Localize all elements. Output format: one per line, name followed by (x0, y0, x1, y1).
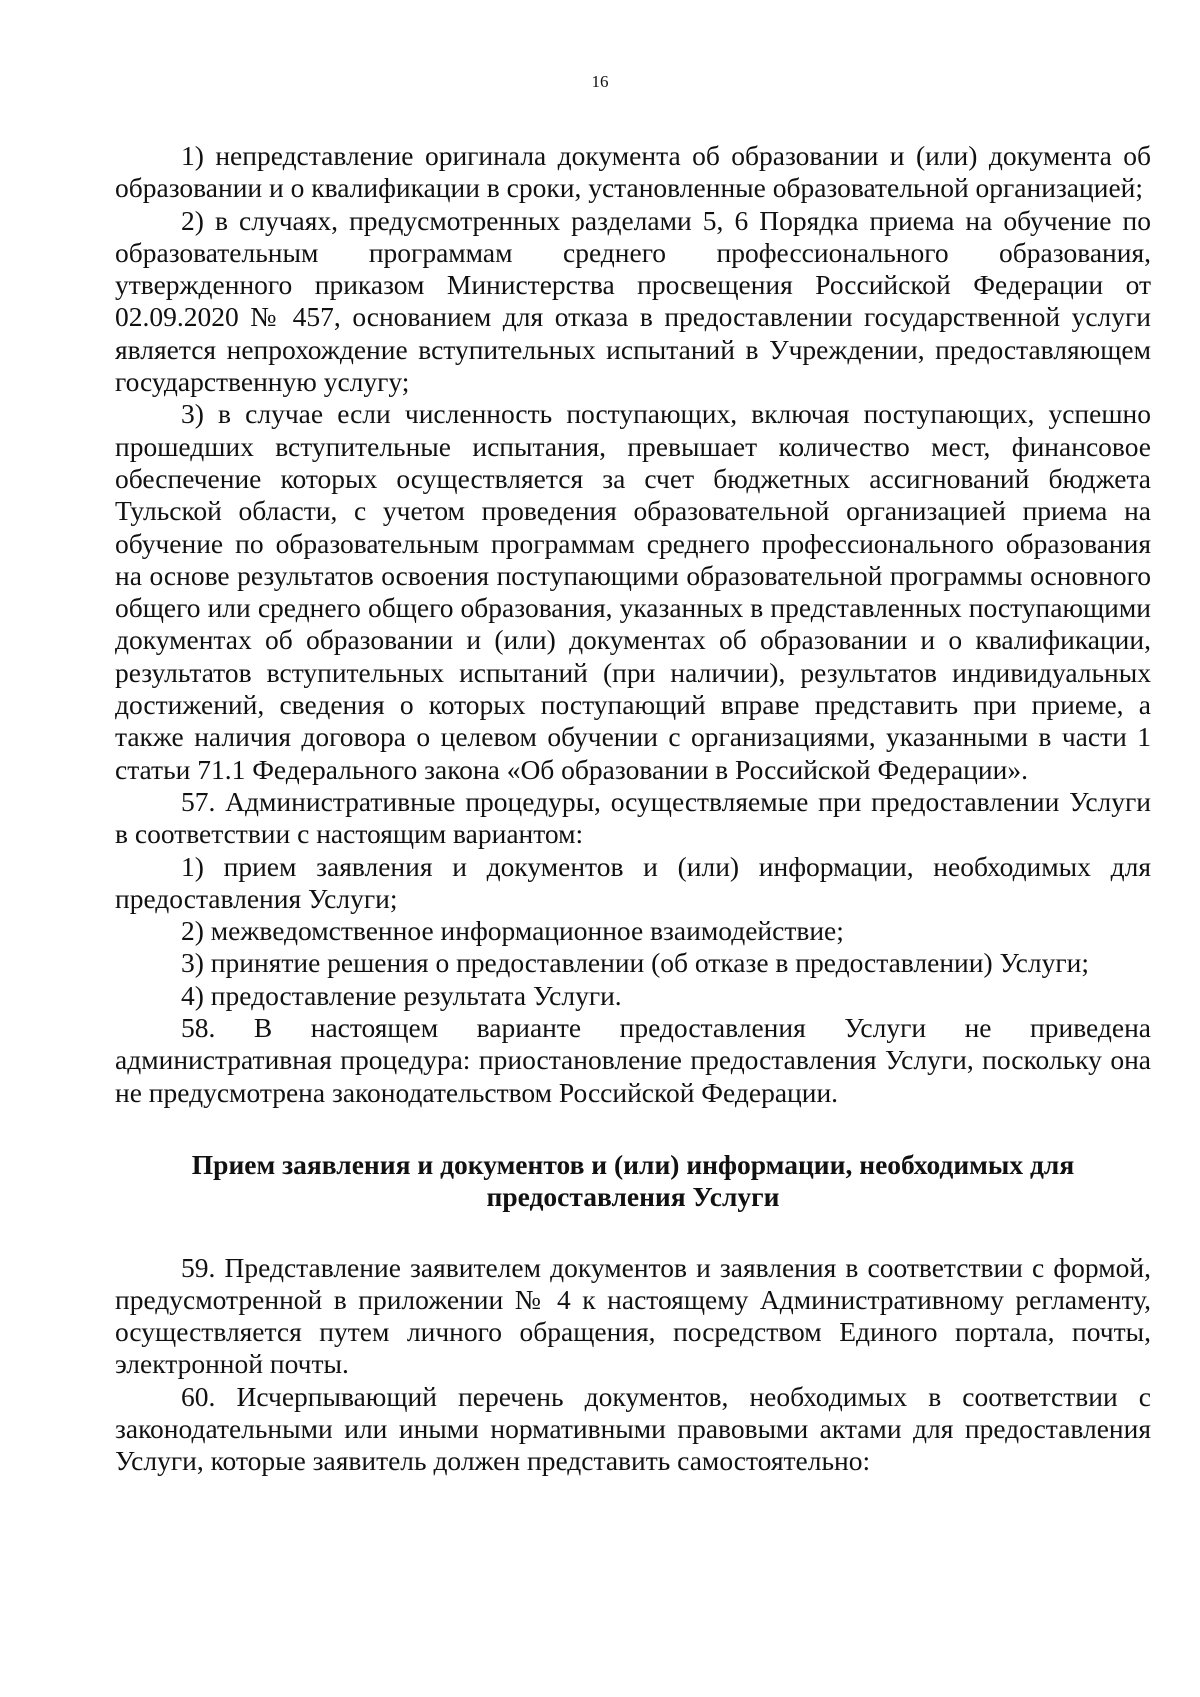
paragraph-57: 57. Административные процедуры, осуществляемые при предоставлении Услуги в соответствии с настоящим вариантом: (115, 785, 1151, 850)
paragraph-57-item-4: 4) предоставление результата Услуги. (181, 979, 622, 1011)
paragraph-refusal-reason-2: 2) в случаях, предусмотренных разделами 5, 6 Порядка приема на обучение по образовательным программам среднего профессионального образования, утвержденного приказом Министерства просвещения Российской Федерации от 02.09.2020 № 457, основанием для отказа в предоставлении государственной услуги является непрохождение вступительных испытаний в Учреждении, предоставляющем государственную услугу; (115, 204, 1151, 398)
paragraph-57-item-1: 1) прием заявления и документов и (или) информации, необходимых для предоставления Услуги; (115, 850, 1151, 914)
paragraph-57-item-2: 2) межведомственное информационное взаимодействие; (181, 915, 844, 947)
paragraph-57-item-3: 3) принятие решения о предоставлении (об отказе в предоставлении) Услуги; (181, 947, 1089, 979)
paragraph-58: 58. В настоящем варианте предоставления Услуги не приведена административная процедура: приостановление предоставления Услуги, поскольку она не предусмотрена законодательством Российской Федерации. (115, 1012, 1151, 1108)
paragraph-60: 60. Исчерпывающий перечень документов, необходимых в соответствии с законодательными или иными нормативными правовыми актами для предоставления Услуги, которые заявитель должен представить самостоятельно: (115, 1380, 1151, 1477)
page-number: 16 (591, 72, 609, 91)
paragraph-59: 59. Представление заявителем документов и заявления в соответствии с формой, предусмотренной в приложении № 4 к настоящему Административному регламенту, осуществляется путем личного обращения, посредством Единого портала, почты, электронной почты. (115, 1251, 1151, 1380)
paragraph-refusal-reason-3: 3) в случае если численность поступающих, включая поступающих, успешно прошедших вступительные испытания, превышает количество мест, финансовое обеспечение которых осуществляется за счет бюджетных ассигнований бюджета Тульской области, с учетом проведения образовательной организацией приема на обучение по образовательным программам среднего профессионального образования на основе результатов освоения поступающими образовательной программы основного общего или среднего общего образования, указанных в представленных поступающими документах об образовании и (или) документах об образовании и о квалификации, результатов вступительных испытаний (при наличии), результатов индивидуальных достижений, сведения о которых поступающий вправе представить при приеме, а также наличия договора о целевом обучении с организациями, указанными в части 1 статьи 71.1 Федерального закона «Об образовании в Российской Федерации». (115, 398, 1151, 785)
document-body (115, 140, 1151, 1478)
section-heading: Прием заявления и документов и (или) информации, необходимых для предоставления Услуги (191, 1148, 1075, 1213)
paragraph-refusal-reason-1: 1) непредставление оригинала документа об образовании и (или) документа об образовании и о квалификации в сроки, установленные образовательной организацией; (115, 140, 1151, 204)
